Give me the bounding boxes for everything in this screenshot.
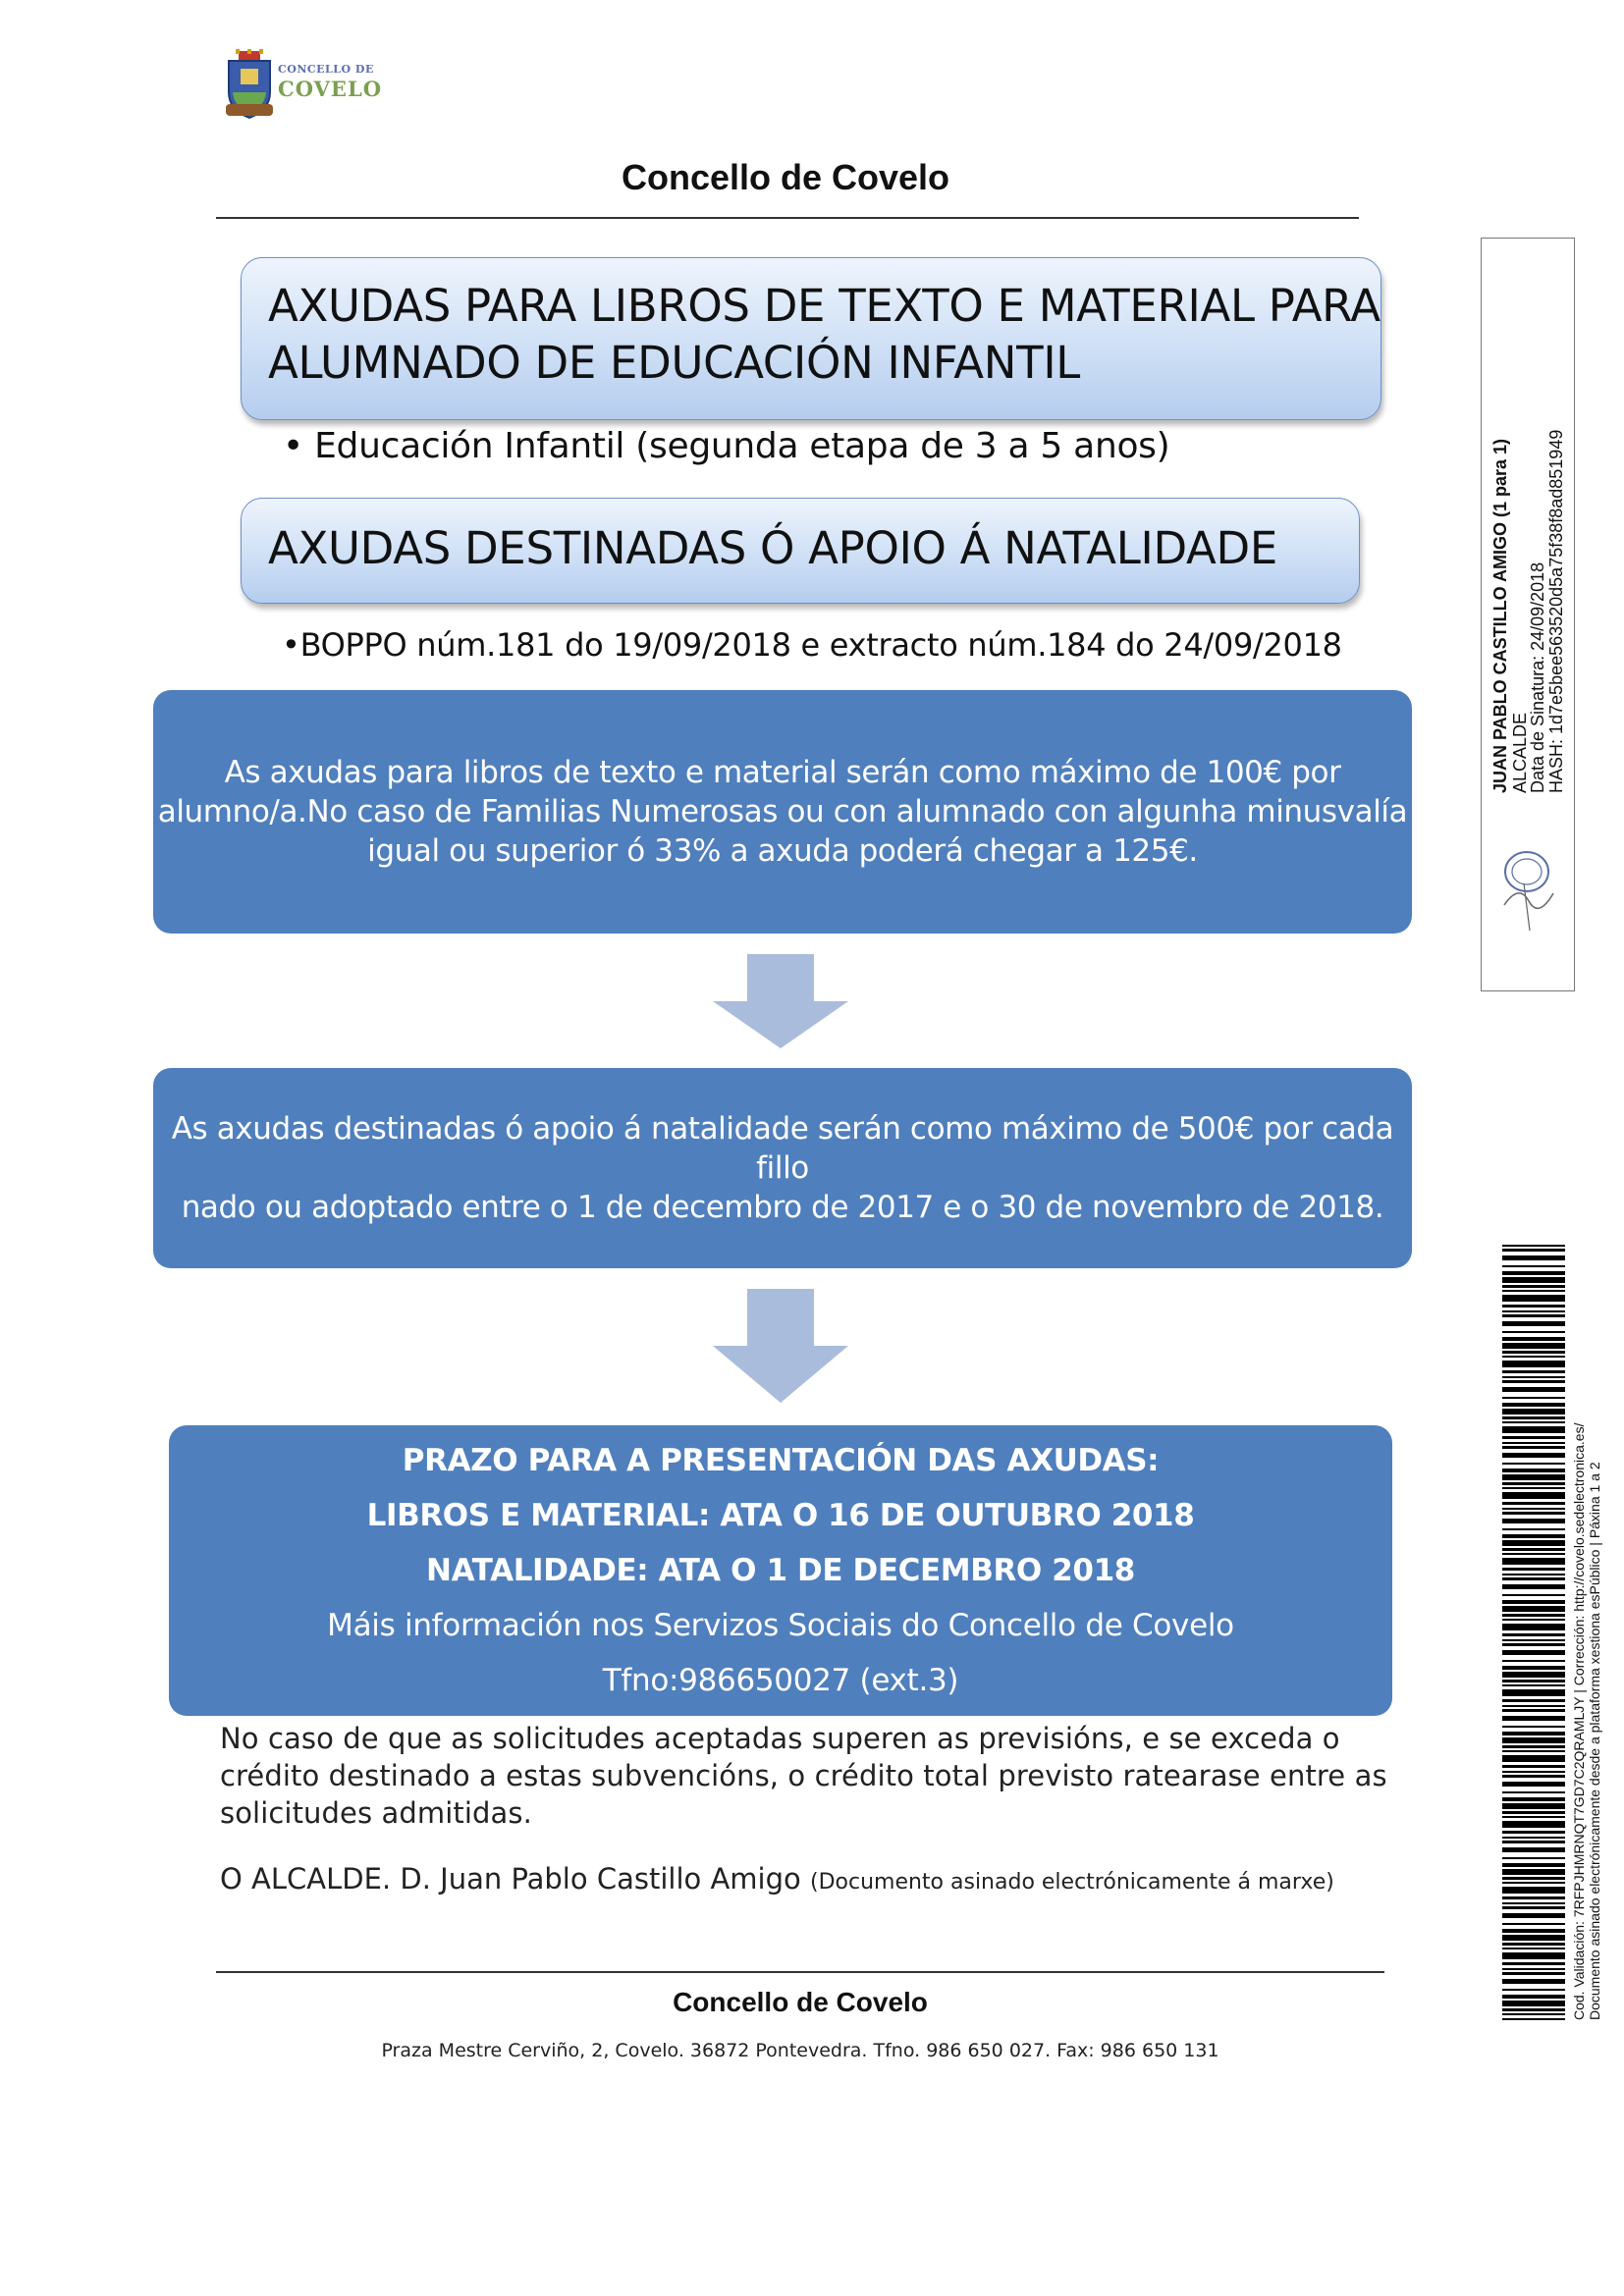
info-natality-line2: nado ou adoptado entre o 1 de decembro de 2017 e o 30 de novembro de 2018.: [181, 1190, 1384, 1225]
signature-note: (Documento asinado electrónicamente á marxe): [809, 1870, 1334, 1895]
barcode-icon: [1502, 1245, 1565, 2020]
concello-logo: [221, 41, 382, 130]
heading-box-natality: [241, 498, 1360, 604]
signature-text: O ALCALDE. D. Juan Pablo Castillo Amigo: [220, 1862, 801, 1896]
footer-title: Concello de Covelo: [673, 1987, 928, 2017]
info-box-natality: [153, 1068, 1412, 1268]
info-natality-line1: As axudas destinadas ó apoio á natalidade serán como máximo de 500€ por cada fillo: [171, 1111, 1394, 1186]
info-books-line1: As axudas para libros de texto e material serán como máximo de 100€ por: [224, 755, 1341, 790]
heading-books-line1: AXUDAS PARA LIBROS DE TEXTO E MATERIAL PARA: [268, 280, 1380, 332]
heading-natality-line1: AXUDAS DESTINADAS Ó APOIO Á NATALIDADE: [268, 522, 1277, 574]
signer-role: ALCALDE: [1510, 712, 1530, 793]
header-title: Concello de Covelo: [621, 157, 950, 197]
deadline-books: LIBROS E MATERIAL: ATA O 16 DE OUTUBRO 2018: [366, 1498, 1195, 1533]
logo-text: [278, 63, 382, 101]
info-books-line2: alumno/a.No caso de Familias Numerosas ou con alumnado con algunha minusvalía: [157, 794, 1408, 829]
footer-address: Praza Mestre Cerviño, 2, Covelo. 36872 Pontevedra. Tfno. 986 650 027. Fax: 986 650 131: [381, 2040, 1219, 2061]
logo-line2: COVELO: [278, 77, 382, 101]
notes-line3: solicitudes admitidas.: [220, 1796, 532, 1830]
signature-date: Data de Sinatura: 24/09/2018: [1528, 561, 1547, 793]
bullet-natality-text: BOPPO núm.181 do 19/09/2018 e extracto núm.184 do 24/09/2018: [299, 626, 1342, 664]
header-divider: [216, 217, 1359, 219]
coat-of-arms-icon: [221, 49, 278, 124]
down-arrow-icon: [713, 1289, 848, 1403]
footer-divider: [216, 1971, 1384, 1973]
down-arrow-icon: [713, 954, 848, 1048]
deadline-phone: Tfno:986650027 (ext.3): [602, 1663, 959, 1698]
seal-stamp-icon: [1494, 844, 1559, 933]
notes-line1: No caso de que as solicitudes aceptadas superen as previsións, e se exceda o: [220, 1722, 1340, 1755]
heading-box-books: [241, 257, 1381, 420]
bullet-icon: •: [282, 626, 300, 664]
deadline-info: Máis información nos Servizos Sociais do Concello de Covelo: [327, 1608, 1234, 1643]
bullet-books-text: Educación Infantil (segunda etapa de 3 a 5 anos): [314, 426, 1170, 466]
heading-books-line2: ALUMNADO DE EDUCACIÓN INFANTIL: [268, 337, 1081, 389]
bullet-icon: •: [283, 426, 315, 466]
validation-code: Cod. Validación: 7RFPJHMRNQT7GD7C2QRAMLJY | Corrección: http://covelo.sedelectronica.es/: [1571, 1422, 1587, 2020]
deadline-natality: NATALIDADE: ATA O 1 DE DECEMBRO 2018: [426, 1553, 1135, 1588]
info-box-books: [153, 690, 1412, 934]
signature-line: [220, 1862, 1398, 1896]
notes-paragraph: [220, 1720, 1398, 1832]
notes-line2: crédito destinado a estas subvencións, o crédito total previsto ratearase entre as: [220, 1759, 1387, 1792]
deadline-title: PRAZO PARA A PRESENTACIÓN DAS AXUDAS:: [402, 1443, 1160, 1478]
bullet-books: [283, 426, 1169, 466]
info-books-line3: igual ou superior ó 33% a axuda poderá chegar a 125€.: [367, 833, 1198, 869]
bullet-natality: [282, 626, 1342, 664]
deadline-box: [169, 1425, 1392, 1716]
signer-name: JUAN PABLO CASTILLO AMIGO (1 para 1): [1490, 438, 1510, 793]
logo-line1: CONCELLO DE: [278, 63, 374, 76]
platform-note: Documento asinado electrónicamente desde a plataforma xestiona esPúblico | Páxina 1 a 2: [1587, 1462, 1602, 2020]
signature-hash: HASH: 1d7e5bee563520d5a75f38f8ad851949: [1546, 429, 1566, 793]
